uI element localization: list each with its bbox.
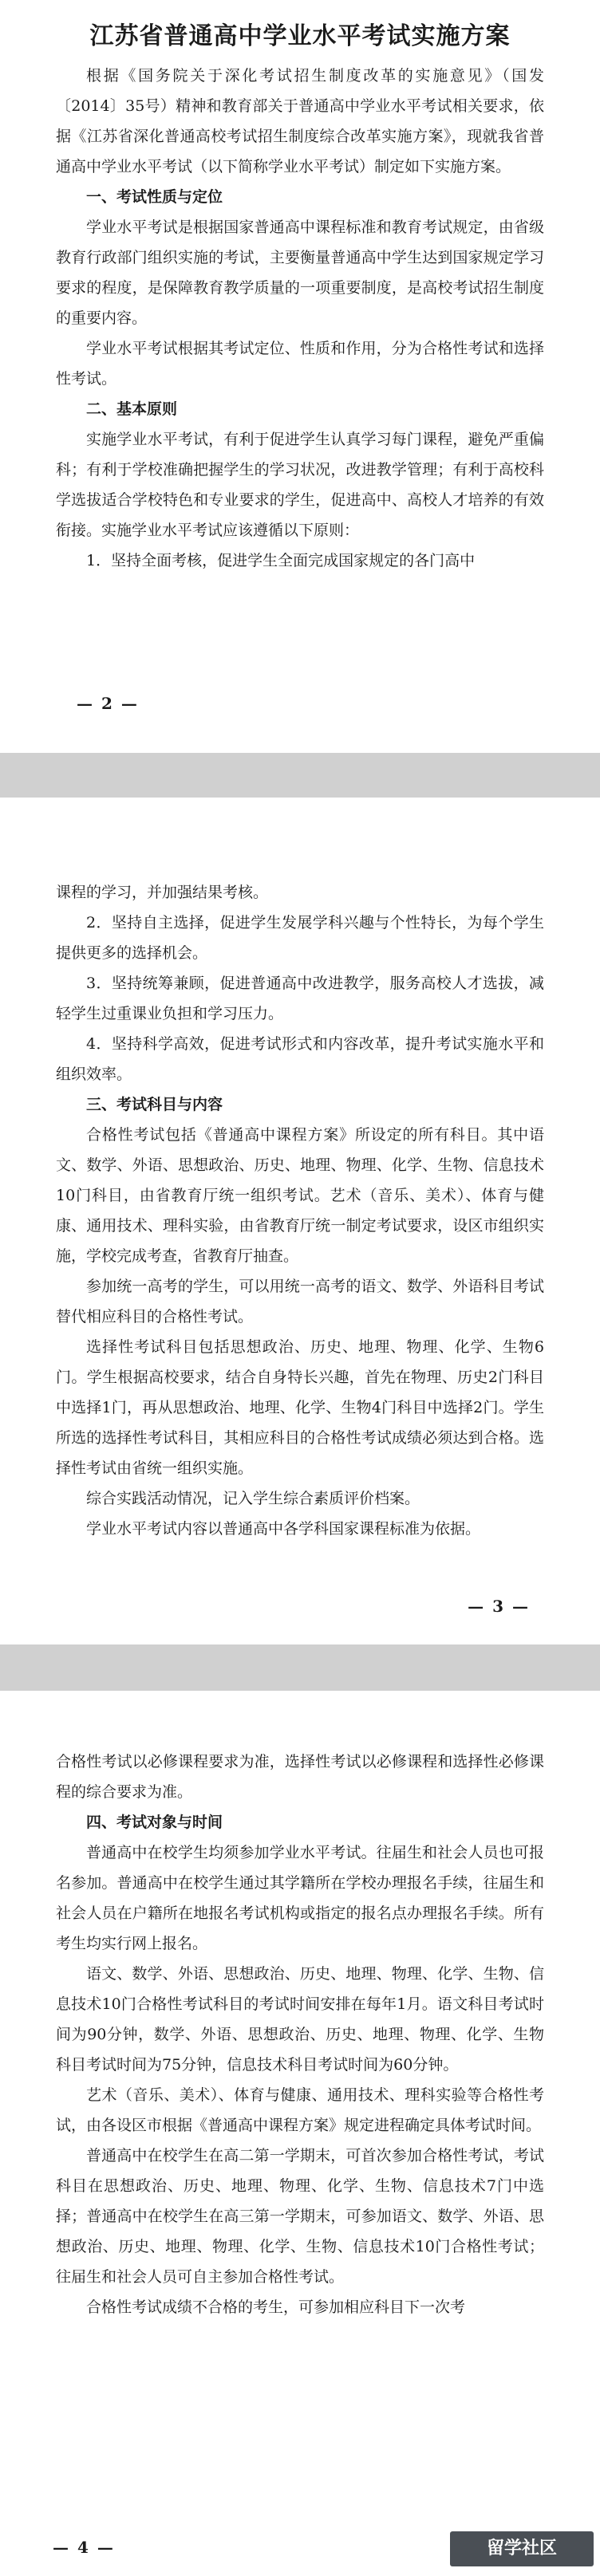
body-paragraph: 学业水平考试根据其考试定位、性质和作用，分为合格性考试和选择性考试。 bbox=[56, 340, 544, 388]
body-paragraph: 3．坚持统筹兼顾，促进普通高中改进教学，服务高校人才选拔，减轻学生过重课业负担和学习压力。 bbox=[56, 975, 544, 1022]
body-paragraph: 4．坚持科学高效，促进考试形式和内容改革，提升考试实施水平和组织效率。 bbox=[56, 1035, 544, 1083]
page-1-body bbox=[56, 61, 544, 576]
body-paragraph: 综合实践活动情况，记入学生综合素质评价档案。 bbox=[86, 1490, 420, 1507]
body-paragraph: 2．坚持自主选择，促进学生发展学科兴趣与个性特长，为每个学生提供更多的选择机会。 bbox=[56, 914, 544, 962]
section-heading: 一、考试性质与定位 bbox=[86, 188, 223, 206]
body-paragraph: 艺术（音乐、美术）、体育与健康、通用技术、理科实验等合格性考试，由各设区市根据《普通高中课程方案》规定进程确定具体考试时间。 bbox=[56, 2086, 544, 2134]
document-page-1 bbox=[0, 0, 600, 753]
body-paragraph: 学业水平考试内容以普通高中各学科国家课程标准为依据。 bbox=[86, 1520, 481, 1538]
body-paragraph: 合格性考试以必修课程要求为准，选择性考试以必修课程和选择性必修课程的综合要求为准。 bbox=[56, 1753, 544, 1801]
body-paragraph: 合格性考试成绩不合格的考生，可参加相应科目下一次考 bbox=[86, 2298, 466, 2316]
section-heading: 二、基本原则 bbox=[86, 400, 178, 418]
body-paragraph: 根据《国务院关于深化考试招生制度改革的实施意见》（国发〔2014〕35号）精神和教育部关于普通高中学业水平考试相关要求，依据《江苏省深化普通高校考试招生制度综合改革实施方案》，现就我省普通高中学业水平考试（以下简称学业水平考试）制定如下实施方案。 bbox=[56, 67, 544, 175]
body-paragraph: 实施学业水平考试，有利于促进学生认真学习每门课程，避免严重偏科；有利于学校准确把握学生的学习状况，改进教学管理；有利于高校科学选拔适合学校特色和专业要求的学生，促进高中、高校人才培养的有效衔接。实施学业水平考试应该遵循以下原则： bbox=[56, 431, 544, 539]
page-number: — 2 — bbox=[77, 694, 139, 713]
body-paragraph: 普通高中在校学生在高二第一学期末，可首次参加合格性考试，考试科目在思想政治、历史、地理、物理、化学、生物、信息技术7门中选择；普通高中在校学生在高三第一学期末，可参加语文、数学、外语、思想政治、历史、地理、物理、化学、生物、信息技术10门合格性考试；往届生和社会人员可自主参加合格性考试。 bbox=[56, 2147, 544, 2286]
page-number: — 3 — bbox=[468, 1597, 530, 1616]
body-paragraph: 学业水平考试是根据国家普通高中课程标准和教育考试规定，由省级教育行政部门组织实施的考试，主要衡量普通高中学生达到国家规定学习要求的程度，是保障教育教学质量的一项重要制度，是高校考试招生制度的重要内容。 bbox=[56, 219, 544, 327]
page-3-body bbox=[56, 1747, 544, 2322]
body-paragraph: 语文、数学、外语、思想政治、历史、地理、物理、化学、生物、信息技术10门合格性考试科目的考试时间安排在每年1月。语文科目考试时间为90分钟，数学、外语、思想政治、历史、地理、物理、化学、生物科目考试时间为75分钟，信息技术科目考试时间为60分钟。 bbox=[56, 1965, 544, 2074]
body-paragraph: 合格性考试包括《普通高中课程方案》所设定的所有科目。其中语文、数学、外语、思想政治、历史、地理、物理、化学、生物、信息技术10门科目，由省教育厅统一组织考试。艺术（音乐、美术）、体育与健康、通用技术、理科实验，由省教育厅统一制定考试要求，设区市组织实施，学校完成考查，省教育厅抽查。 bbox=[56, 1126, 544, 1265]
body-paragraph: 课程的学习，并加强结果考核。 bbox=[56, 884, 269, 901]
page-2-body bbox=[56, 877, 544, 1544]
page-number: — 4 — bbox=[53, 2538, 115, 2557]
body-paragraph: 1．坚持全面考核，促进学生全面完成国家规定的各门高中 bbox=[86, 552, 476, 569]
body-paragraph: 参加统一高考的学生，可以用统一高考的语文、数学、外语科目考试替代相应科目的合格性考试。 bbox=[56, 1278, 544, 1325]
section-heading: 三、考试科目与内容 bbox=[86, 1096, 223, 1113]
document-page-2 bbox=[0, 798, 600, 1644]
watermark-logo: 留学社区 bbox=[450, 2531, 594, 2566]
body-paragraph: 普通高中在校学生均须参加学业水平考试。往届生和社会人员也可报名参加。普通高中在校学生通过其学籍所在学校办理报名手续，往届生和社会人员在户籍所在地报名考试机构或指定的报名点办理报名手续。所有考生均实行网上报名。 bbox=[56, 1844, 544, 1952]
body-paragraph: 选择性考试科目包括思想政治、历史、地理、物理、化学、生物6门。学生根据高校要求，结合自身特长兴趣，首先在物理、历史2门科目中选择1门，再从思想政治、地理、化学、生物4门科目中选择2门。学生所选的选择性考试科目，其相应科目的合格性考试成绩必须达到合格。选择性考试由省统一组织实施。 bbox=[56, 1338, 544, 1477]
document-page-3 bbox=[0, 1691, 600, 2576]
document-title: 江苏省普通高中学业水平考试实施方案 bbox=[89, 22, 511, 50]
section-heading: 四、考试对象与时间 bbox=[86, 1814, 223, 1831]
